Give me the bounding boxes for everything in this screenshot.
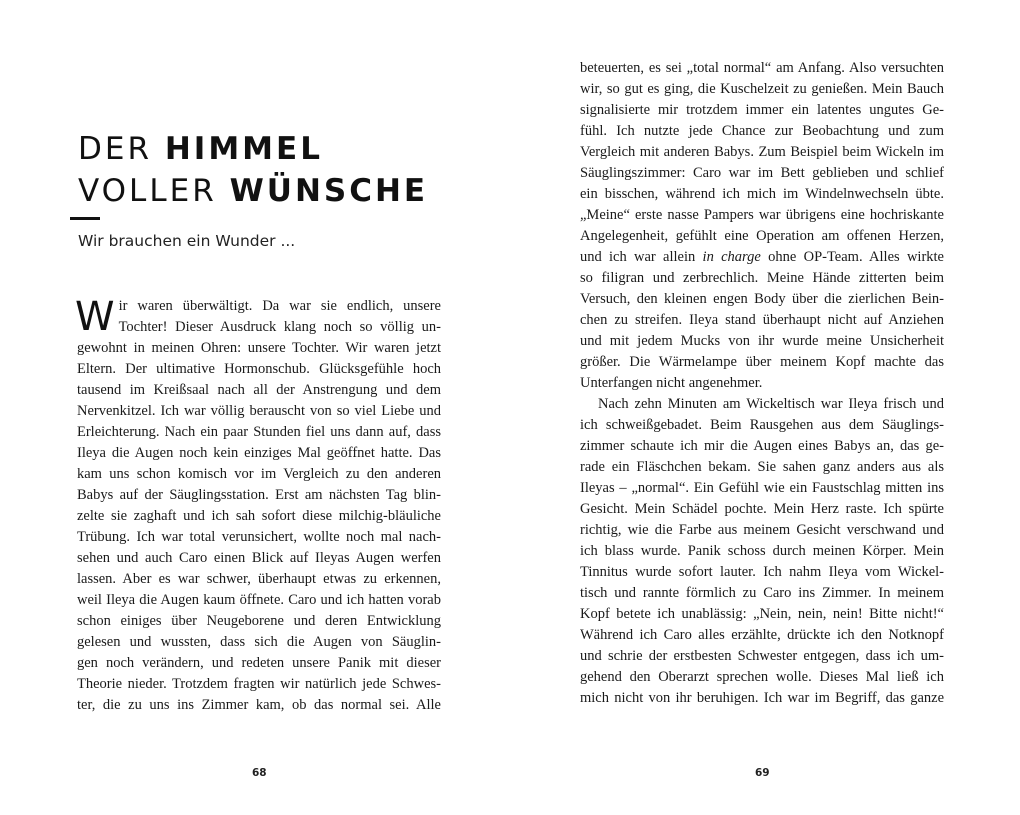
text-line: ir waren überwältigt. Da war sie endlich, unsere bbox=[118, 298, 441, 314]
title-line2-bold: WÜNSCHE bbox=[229, 173, 429, 209]
text-line: Eltern. Der ultimative Hormonschub. Glücksgefühle hoch bbox=[77, 361, 441, 377]
text-line: Kopf betete ich unablässig: „Nein, nein, nein! Bitte nicht!“ bbox=[580, 606, 944, 622]
text-line: gehend den Oberarzt sprechen wolle. Dieses Mal ließ ich bbox=[580, 669, 944, 685]
right-body-text bbox=[580, 58, 944, 709]
text-line: gen noch verändern, und redeten unsere Panik mit dieser bbox=[77, 655, 441, 671]
drop-cap: W bbox=[75, 294, 115, 340]
text-line: Nach zehn Minuten am Wickeltisch war Ileya frisch und bbox=[598, 396, 944, 412]
text-line: ter, die zu uns ins Zimmer kam, ob das normal sei. Alle bbox=[77, 697, 441, 713]
title-rule bbox=[70, 217, 100, 220]
title-line1-bold: HIMMEL bbox=[164, 131, 323, 167]
text-line-italic bbox=[580, 247, 944, 268]
title-line1-thin: DER bbox=[78, 131, 152, 167]
text-fragment: ohne OP-Team. Alles wirkte bbox=[760, 249, 944, 265]
text-line: Tinnitus wurde sofort lauter. Ich nahm Ileya vom Wickel- bbox=[580, 564, 944, 580]
text-line: Während ich Caro alles erzählte, drückte ich den Notknopf bbox=[580, 627, 944, 643]
text-line: beteuerten, es sei „total normal“ am Anfang. Also versuchten bbox=[580, 60, 944, 76]
text-line: und schrie der erstbesten Schwester entgegen, dass ich um- bbox=[580, 648, 944, 664]
text-line: Nervenkitzel. Ich war völlig berauscht von so viel Liebe und bbox=[77, 403, 441, 419]
left-body-text bbox=[77, 296, 441, 716]
text-line: Erleichterung. Nach ein paar Stunden fiel uns dann auf, dass bbox=[77, 424, 441, 440]
text-line: zimmer schaute ich mir die Augen eines Babys an, das ge- bbox=[580, 438, 944, 454]
text-line: und mit jedem Mucks von ihr wurde meine Unsicherheit bbox=[580, 333, 944, 349]
text-line: größer. Die Wärmelampe über meinem Kopf machte das bbox=[580, 354, 944, 370]
italic-phrase: in charge bbox=[702, 249, 761, 265]
text-line: weil Ileya die Augen kaum öffnete. Caro und ich hatten vorab bbox=[77, 592, 441, 608]
text-line: Tochter! Dieser Ausdruck klang noch so völlig un- bbox=[118, 319, 441, 335]
text-line: Trübung. Ich war total verunsichert, wollte noch mal nach- bbox=[77, 529, 441, 545]
text-line: sehen und auch Caro einen Blick auf Ileyas Augen werfen bbox=[77, 550, 441, 566]
text-line: lassen. Aber es war schwer, überhaupt etwas zu erkennen, bbox=[77, 571, 441, 587]
chapter-subtitle: Wir brauchen ein Wunder ... bbox=[78, 232, 296, 250]
text-line: ein bisschen, während ich mich im Windelnwechseln übte. bbox=[580, 186, 944, 202]
text-line: gewohnt in meinen Ohren: unsere Tochter. Wir waren jetzt bbox=[77, 340, 441, 356]
text-line: „Meine“ erste nasse Pampers war übrigens eine hochriskante bbox=[580, 207, 944, 223]
text-line: zelte sie zaghaft und ich sah sofort diese milchig-bläuliche bbox=[77, 508, 441, 524]
text-line: Vergleich mit anderen Babys. Zum Beispiel beim Wickeln im bbox=[580, 144, 944, 160]
right-page bbox=[510, 0, 1020, 815]
text-line: richtig, wie die Farbe aus meinem Gesicht verschwand und bbox=[580, 522, 944, 538]
text-line: kam uns schon komisch vor im Vergleich zu den anderen bbox=[77, 466, 441, 482]
page-number-left: 68 bbox=[252, 767, 267, 779]
text-line: signalisierte mir trotzdem immer ein latentes ungutes Ge- bbox=[580, 102, 944, 118]
text-line: ich blass wurde. Panik schoss durch meinen Körper. Mein bbox=[580, 543, 944, 559]
text-line: Babys auf der Säuglingsstation. Erst am nächsten Tag blin- bbox=[77, 487, 441, 503]
text-line: Versuch, den kleinen engen Body über die zierlichen Bein- bbox=[580, 291, 944, 307]
text-line: tisch und rannte förmlich zu Caro ins Zimmer. In meinem bbox=[580, 585, 944, 601]
text-line: Angelegenheit, gefühlt eine Operation am offenen Herzen, bbox=[580, 228, 944, 244]
text-line: mich nicht von ihr beruhigen. Ich war im Begriff, das ganze bbox=[580, 690, 944, 706]
chapter-title bbox=[78, 128, 428, 212]
text-line: schon einiges über Neugeborene und deren Entwicklung bbox=[77, 613, 441, 629]
text-line: so filigran und zerbrechlich. Meine Hände zitterten beim bbox=[580, 270, 944, 286]
text-line: Säuglingszimmer: Caro war im Bett geblieben und schlief bbox=[580, 165, 944, 181]
title-line2-thin: VOLLER bbox=[78, 173, 217, 209]
text-line: tausend im Kreißsaal nach all der Anstrengung und dem bbox=[77, 382, 441, 398]
text-line: Ileyas – „normal“. Ein Gefühl wie ein Faustschlag mitten ins bbox=[580, 480, 944, 496]
text-line: Unterfangen nicht angenehmer. bbox=[580, 375, 763, 391]
text-line: chen zu streifen. Ileya stand überhaupt nicht auf Anziehen bbox=[580, 312, 944, 328]
text-line: gelesen und wussten, dass sich die Augen von Säuglin- bbox=[77, 634, 441, 650]
page-number-right: 69 bbox=[755, 767, 770, 779]
text-line: fühl. Ich nutzte jede Chance zur Beobachtung und zum bbox=[580, 123, 944, 139]
text-line: rade ein Fläschchen bekam. Sie sahen ganz anders aus als bbox=[580, 459, 944, 475]
text-line: wir, so gut es ging, die Kuschelzeit zu genießen. Mein Bauch bbox=[580, 81, 944, 97]
text-line: Gesicht. Mein Schädel pochte. Mein Herz raste. Ich spürte bbox=[580, 501, 944, 517]
text-fragment: und ich war allein bbox=[580, 249, 703, 265]
text-line: Theorie nieder. Trotzdem fragten wir natürlich jede Schwes- bbox=[77, 676, 441, 692]
text-line: Ileya die Augen noch kein einziges Mal geöffnet hatte. Das bbox=[77, 445, 441, 461]
text-line: ich schweißgebadet. Beim Rausgehen aus dem Säuglings- bbox=[580, 417, 944, 433]
